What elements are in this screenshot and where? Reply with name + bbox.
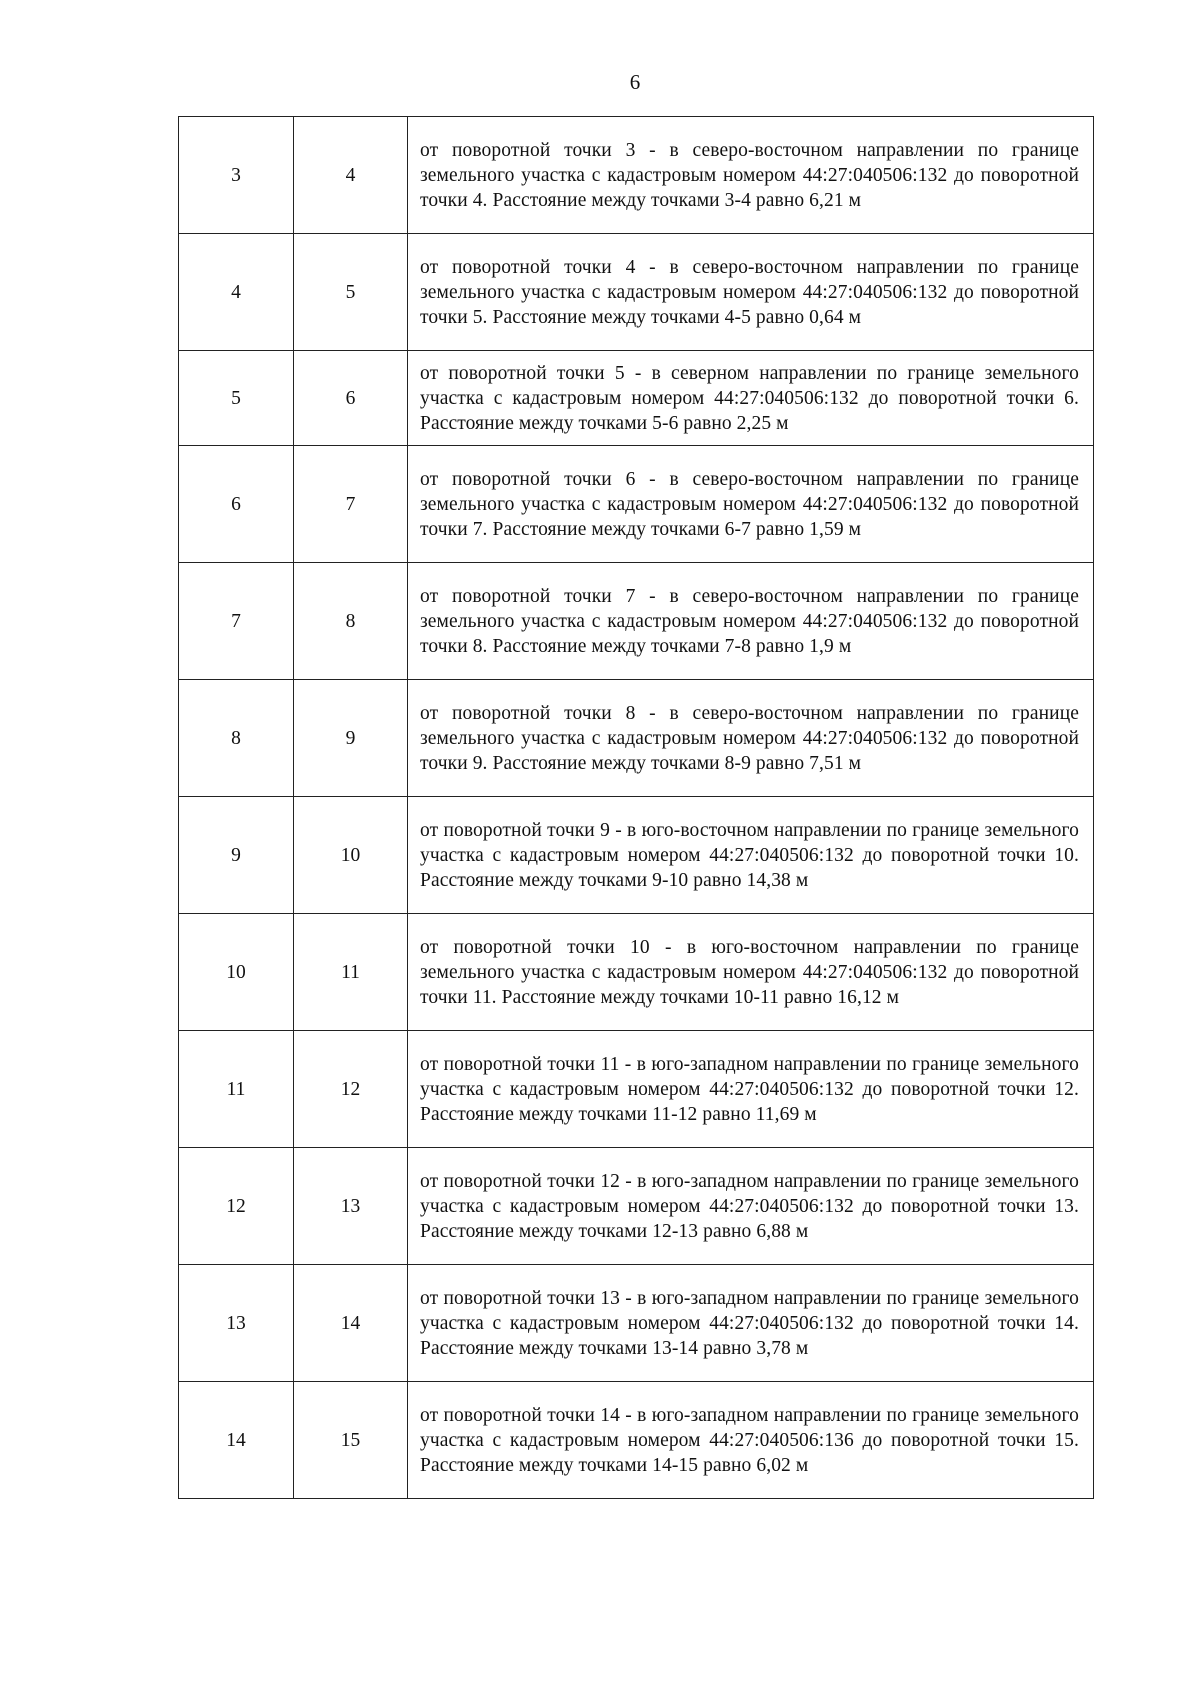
from-point-cell: 3 bbox=[179, 117, 294, 234]
table-row bbox=[179, 563, 1094, 680]
boundary-description-cell: от поворотной точки 5 - в северном направлении по границе земельного участка с кадастровым номером 44:27:040506:132 до поворотной точки 6. Расстояние между точками 5-6 равно 2,25 м bbox=[408, 351, 1094, 446]
table-row bbox=[179, 1265, 1094, 1382]
boundary-description-cell: от поворотной точки 14 - в юго-западном направлении по границе земельного участка с кадастровым номером 44:27:040506:136 до поворотной точки 15. Расстояние между точками 14-15 равно 6,02 м bbox=[408, 1382, 1094, 1499]
table-row bbox=[179, 234, 1094, 351]
to-point-cell: 8 bbox=[294, 563, 408, 680]
from-point-cell: 8 bbox=[179, 680, 294, 797]
boundary-description-table bbox=[178, 116, 1094, 1499]
boundary-description-cell: от поворотной точки 10 - в юго-восточном направлении по границе земельного участка с кадастровым номером 44:27:040506:132 до поворотной точки 11. Расстояние между точками 10-11 равно 16,12 м bbox=[408, 914, 1094, 1031]
table-row bbox=[179, 117, 1094, 234]
table-row bbox=[179, 1148, 1094, 1265]
boundary-description-cell: от поворотной точки 8 - в северо-восточном направлении по границе земельного участка с кадастровым номером 44:27:040506:132 до поворотной точки 9. Расстояние между точками 8-9 равно 7,51 м bbox=[408, 680, 1094, 797]
table-row bbox=[179, 351, 1094, 446]
from-point-cell: 12 bbox=[179, 1148, 294, 1265]
table-row bbox=[179, 446, 1094, 563]
to-point-cell: 7 bbox=[294, 446, 408, 563]
table-row bbox=[179, 797, 1094, 914]
from-point-cell: 10 bbox=[179, 914, 294, 1031]
from-point-cell: 5 bbox=[179, 351, 294, 446]
table-row bbox=[179, 680, 1094, 797]
from-point-cell: 6 bbox=[179, 446, 294, 563]
boundary-description-cell: от поворотной точки 3 - в северо-восточном направлении по границе земельного участка с кадастровым номером 44:27:040506:132 до поворотной точки 4. Расстояние между точками 3-4 равно 6,21 м bbox=[408, 117, 1094, 234]
page-number: 6 bbox=[629, 70, 641, 94]
to-point-cell: 13 bbox=[294, 1148, 408, 1265]
to-point-cell: 4 bbox=[294, 117, 408, 234]
to-point-cell: 11 bbox=[294, 914, 408, 1031]
to-point-cell: 10 bbox=[294, 797, 408, 914]
boundary-description-cell: от поворотной точки 9 - в юго-восточном направлении по границе земельного участка с кадастровым номером 44:27:040506:132 до поворотной точки 10. Расстояние между точками 9-10 равно 14,38 м bbox=[408, 797, 1094, 914]
boundary-description-cell: от поворотной точки 6 - в северо-восточном направлении по границе земельного участка с кадастровым номером 44:27:040506:132 до поворотной точки 7. Расстояние между точками 6-7 равно 1,59 м bbox=[408, 446, 1094, 563]
to-point-cell: 15 bbox=[294, 1382, 408, 1499]
boundary-description-cell: от поворотной точки 12 - в юго-западном направлении по границе земельного участка с кадастровым номером 44:27:040506:132 до поворотной точки 13. Расстояние между точками 12-13 равно 6,88 м bbox=[408, 1148, 1094, 1265]
from-point-cell: 4 bbox=[179, 234, 294, 351]
boundary-description-cell: от поворотной точки 11 - в юго-западном направлении по границе земельного участка с кадастровым номером 44:27:040506:132 до поворотной точки 12. Расстояние между точками 11-12 равно 11,69 м bbox=[408, 1031, 1094, 1148]
table-row bbox=[179, 1031, 1094, 1148]
to-point-cell: 9 bbox=[294, 680, 408, 797]
from-point-cell: 13 bbox=[179, 1265, 294, 1382]
boundary-description-cell: от поворотной точки 13 - в юго-западном направлении по границе земельного участка с кадастровым номером 44:27:040506:132 до поворотной точки 14. Расстояние между точками 13-14 равно 3,78 м bbox=[408, 1265, 1094, 1382]
to-point-cell: 12 bbox=[294, 1031, 408, 1148]
table-row bbox=[179, 1382, 1094, 1499]
to-point-cell: 14 bbox=[294, 1265, 408, 1382]
from-point-cell: 9 bbox=[179, 797, 294, 914]
from-point-cell: 7 bbox=[179, 563, 294, 680]
from-point-cell: 14 bbox=[179, 1382, 294, 1499]
table-row bbox=[179, 914, 1094, 1031]
to-point-cell: 6 bbox=[294, 351, 408, 446]
boundary-description-cell: от поворотной точки 4 - в северо-восточном направлении по границе земельного участка с кадастровым номером 44:27:040506:132 до поворотной точки 5. Расстояние между точками 4-5 равно 0,64 м bbox=[408, 234, 1094, 351]
to-point-cell: 5 bbox=[294, 234, 408, 351]
boundary-description-cell: от поворотной точки 7 - в северо-восточном направлении по границе земельного участка с кадастровым номером 44:27:040506:132 до поворотной точки 8. Расстояние между точками 7-8 равно 1,9 м bbox=[408, 563, 1094, 680]
from-point-cell: 11 bbox=[179, 1031, 294, 1148]
